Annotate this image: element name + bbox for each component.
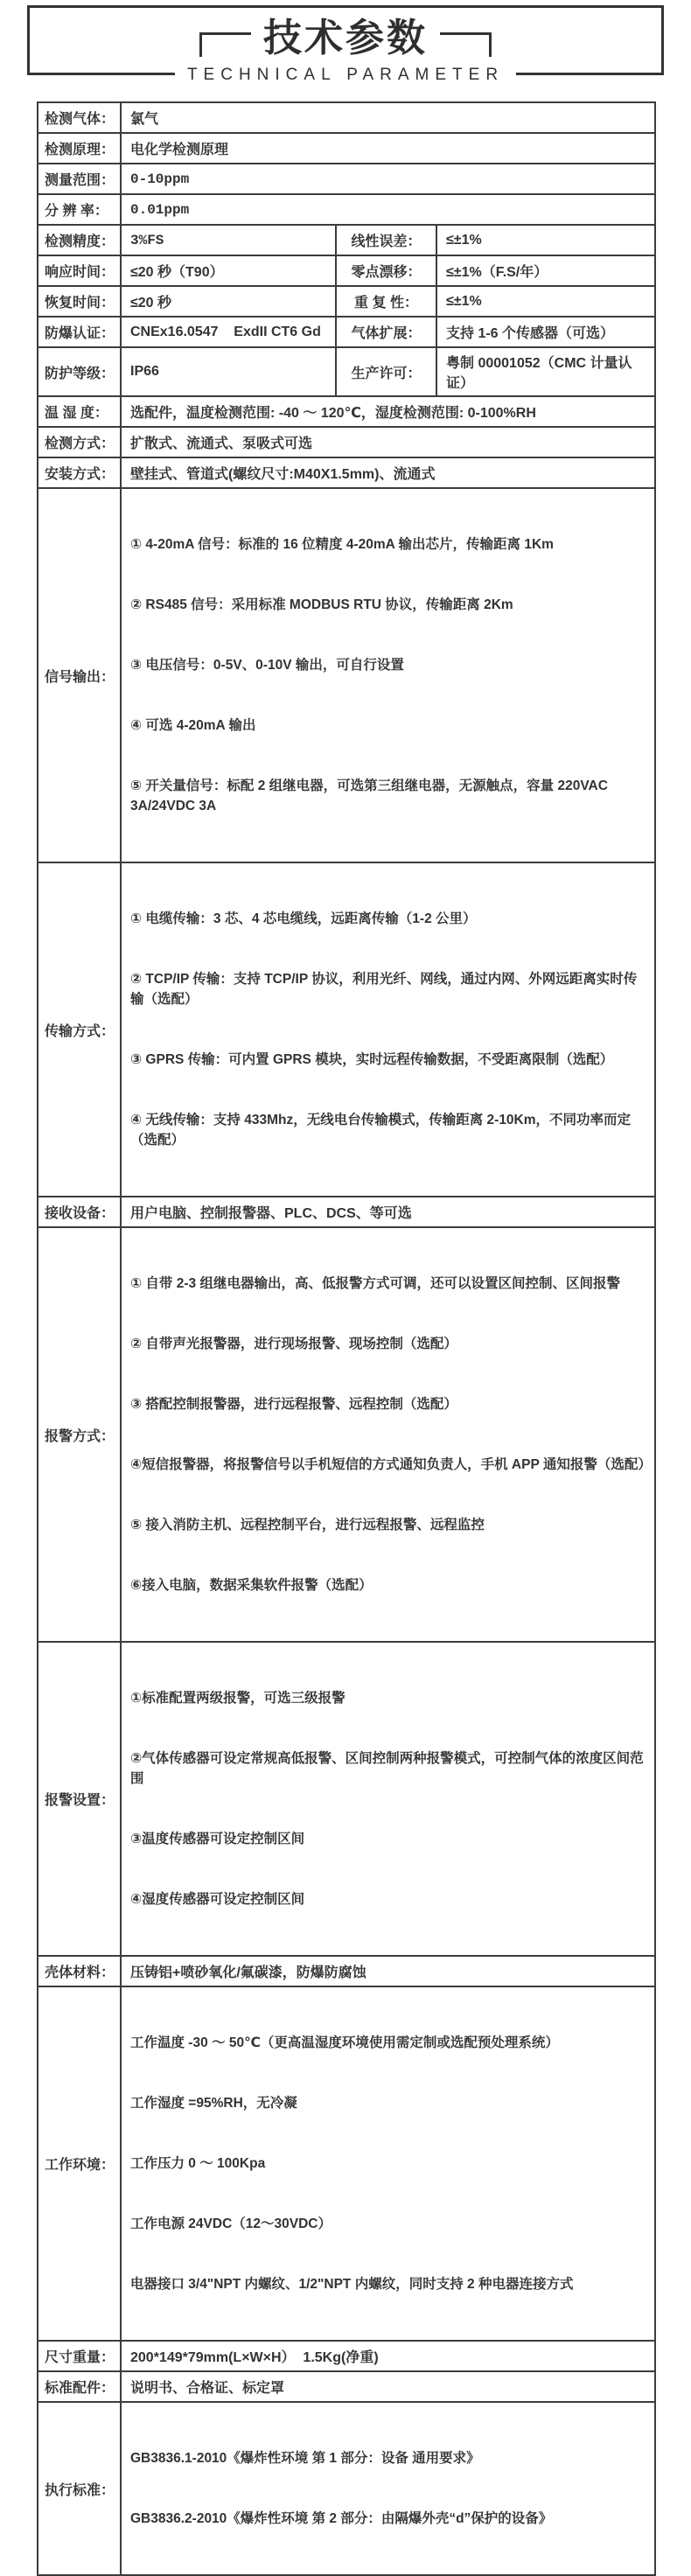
row-label: 防爆认证：	[38, 317, 121, 347]
value-line: ⑤ 开关量信号：标配 2 组继电器，可选第三组继电器，无源触点，容量 220VAC 3A/24VDC 3A	[130, 778, 612, 813]
row-label: 尺寸重量：	[38, 2341, 121, 2371]
row-label: 报警设置：	[38, 1642, 121, 1956]
row-label-2: 零点漂移：	[336, 255, 436, 286]
table-row	[38, 1227, 655, 1642]
value-line: ① 4-20mA 信号：标准的 16 位精度 4-20mA 输出芯片，传输距离 1Km	[130, 537, 554, 552]
value-line: GB3836.1-2010《爆炸性环境 第 1 部分：设备 通用要求》	[130, 2451, 480, 2466]
table-row	[38, 286, 655, 317]
page-subtitle: TECHNICAL PARAMETER	[175, 66, 516, 85]
row-label: 分 辨 率：	[38, 194, 121, 225]
row-value-2: 支持 1-6 个传感器（可选）	[436, 317, 655, 347]
table-row	[38, 1197, 655, 1227]
value-line: ② TCP/IP 传输：支持 TCP/IP 协议，利用光纤、网线，通过内网、外网远距离实时传输（选配）	[130, 972, 638, 1007]
row-value	[121, 488, 655, 862]
row-value	[121, 1227, 655, 1642]
row-label-2: 气体扩展：	[336, 317, 436, 347]
row-label: 接收设备：	[38, 1197, 121, 1227]
value-line: ④ 无线传输：支持 433Mhz，无线电台传输模式，传输距离 2-10Km，不同功率而定（选配）	[130, 1113, 632, 1148]
row-label: 标准配件：	[38, 2371, 121, 2402]
table-row	[38, 225, 655, 255]
value-line: ③ 电压信号：0-5V、0-10V 输出，可自行设置	[130, 658, 404, 673]
table-row	[38, 488, 655, 862]
table-row	[38, 2402, 655, 2575]
row-value	[121, 2402, 655, 2575]
row-value: ≤20 秒（T90）	[121, 255, 336, 286]
row-value	[121, 862, 655, 1197]
table-row	[38, 347, 655, 396]
value-line: ①标准配置两级报警，可选三级报警	[130, 1691, 346, 1706]
table-row	[38, 102, 655, 133]
value-line: 电器接口 3/4"NPT 内螺纹、1/2"NPT 内螺纹，同时支持 2 种电器连接方式	[130, 2277, 574, 2292]
value-line: ②气体传感器可设定常规高低报警、区间控制两种报警模式，可控制气体的浓度区间范围	[130, 1751, 644, 1786]
row-label: 安装方式：	[38, 457, 121, 488]
row-label: 温 湿 度：	[38, 396, 121, 427]
table-row	[38, 396, 655, 427]
value-line: ③温度传感器可设定控制区间	[130, 1832, 305, 1846]
row-value: 3%FS	[121, 225, 336, 255]
table-row	[38, 164, 655, 194]
row-value: 扩散式、流通式、泵吸式可选	[121, 427, 655, 457]
row-label: 响应时间：	[38, 255, 121, 286]
table-row	[38, 133, 655, 164]
title-bracket-right-icon	[440, 32, 492, 57]
row-label: 测量范围：	[38, 164, 121, 194]
table-row	[38, 457, 655, 488]
table-row	[38, 1956, 655, 1986]
value-line: ② RS485 信号：采用标准 MODBUS RTU 协议，传输距离 2Km	[130, 597, 513, 612]
row-value-2: 粤制 00001052（CMC 计量认证）	[436, 347, 655, 396]
row-value: 壁挂式、管道式(螺纹尺寸:M40X1.5mm)、流通式	[121, 457, 655, 488]
row-value: 选配件，温度检测范围: -40 ～ 120℃，湿度检测范围: 0-100%RH	[121, 396, 655, 427]
row-label: 防护等级：	[38, 347, 121, 396]
table-row	[38, 862, 655, 1197]
value-line: ① 电缆传输：3 芯、4 芯电缆线，远距离传输（1-2 公里）	[130, 911, 477, 926]
table-row	[38, 255, 655, 286]
value-line: ④ 可选 4-20mA 输出	[130, 718, 256, 733]
page-title: 技术参数	[263, 17, 428, 59]
value-line: ④湿度传感器可设定控制区间	[130, 1892, 305, 1907]
value-line: ④短信报警器，将报警信号以手机短信的方式通知负责人，手机 APP 通知报警（选配）	[130, 1457, 652, 1472]
row-label: 执行标准：	[38, 2402, 121, 2575]
table-row	[38, 317, 655, 347]
row-value: 200*149*79mm(L×W×H） 1.5Kg(净重)	[121, 2341, 655, 2371]
value-line: ② 自带声光报警器，进行现场报警、现场控制（选配）	[130, 1337, 457, 1351]
row-label-2: 线性误差：	[336, 225, 436, 255]
table-row	[38, 427, 655, 457]
value-line: ① 自带 2-3 组继电器输出，高、低报警方式可调，还可以设置区间控制、区间报警	[130, 1276, 620, 1291]
value-line: GB3836.2-2010《爆炸性环境 第 2 部分：由隔爆外壳“d”保护的设备》	[130, 2511, 553, 2526]
title-row	[30, 8, 661, 58]
row-label-2: 重 复 性：	[336, 286, 436, 317]
row-value: 说明书、合格证、标定罩	[121, 2371, 655, 2402]
spec-table	[37, 101, 656, 2576]
row-label: 检测精度：	[38, 225, 121, 255]
row-value: 压铸铝+喷砂氧化/氟碳漆，防爆防腐蚀	[121, 1956, 655, 1986]
table-row	[38, 194, 655, 225]
value-line: ③ GPRS 传输：可内置 GPRS 模块，实时远程传输数据，不受距离限制（选配）	[130, 1052, 614, 1067]
row-label: 工作环境：	[38, 1986, 121, 2341]
row-label: 检测原理：	[38, 133, 121, 164]
value-line: 工作温度 -30 ～ 50℃（更高温湿度环境使用需定制或选配预处理系统）	[130, 2035, 559, 2050]
row-value: 0.01ppm	[121, 194, 655, 225]
row-value: 用户电脑、控制报警器、PLC、DCS、等可选	[121, 1197, 655, 1227]
row-value-2: ≤±1%	[436, 286, 655, 317]
value-line: 工作电源 24VDC（12～30VDC）	[130, 2216, 332, 2231]
row-value: 电化学检测原理	[121, 133, 655, 164]
row-label: 检测气体：	[38, 102, 121, 133]
row-label: 报警方式：	[38, 1227, 121, 1642]
row-value: CNEx16.0547 ExdII CT6 Gd	[121, 317, 336, 347]
table-row	[38, 2341, 655, 2371]
row-value-2: ≤±1%	[436, 225, 655, 255]
value-line: 工作湿度 =95%RH，无冷凝	[130, 2096, 297, 2111]
title-bracket-left-icon	[199, 32, 251, 57]
row-label: 检测方式：	[38, 427, 121, 457]
row-value	[121, 1642, 655, 1956]
row-value: IP66	[121, 347, 336, 396]
row-value-2: ≤±1%（F.S/年）	[436, 255, 655, 286]
row-label: 壳体材料：	[38, 1956, 121, 1986]
row-label: 恢复时间：	[38, 286, 121, 317]
row-value: 0-10ppm	[121, 164, 655, 194]
value-line: 工作压力 0 ～ 100Kpa	[130, 2156, 266, 2171]
value-line: ③ 搭配控制报警器，进行远程报警、远程控制（选配）	[130, 1397, 457, 1412]
table-row	[38, 1642, 655, 1956]
header-box	[27, 5, 664, 84]
value-line: ⑥接入电脑，数据采集软件报警（选配）	[130, 1578, 373, 1593]
row-value: 氯气	[121, 102, 655, 133]
table-row	[38, 2371, 655, 2402]
table-row	[38, 1986, 655, 2341]
row-label-2: 生产许可：	[336, 347, 436, 396]
value-line: ⑤ 接入消防主机、远程控制平台，进行远程报警、远程监控	[130, 1518, 485, 1532]
row-label: 传输方式：	[38, 862, 121, 1197]
row-value	[121, 1986, 655, 2341]
row-label: 信号输出：	[38, 488, 121, 862]
row-value: ≤20 秒	[121, 286, 336, 317]
